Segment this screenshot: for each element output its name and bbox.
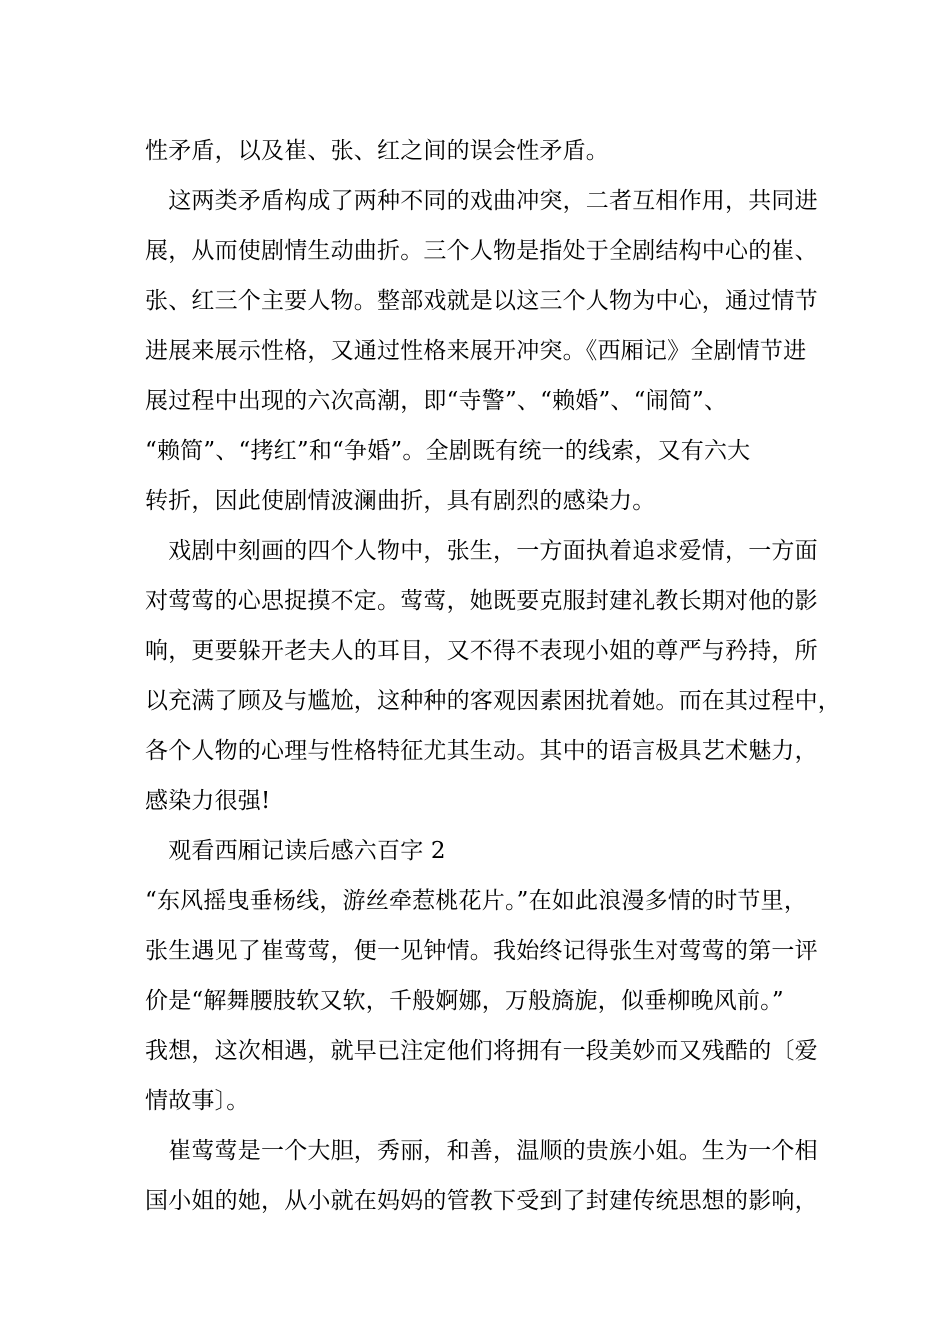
text-line: 转折，因此使剧情波澜曲折，具有剧烈的感染力。 [145,488,656,514]
text-line: 进展来展示性格，又通过性格来展开冲突。《西厢记》全剧情节进 [145,338,807,364]
text-line: 响，更要躲开老夫人的耳目，又不得不表现小姐的尊严与矜持，所 [145,638,818,664]
text-line: 情故事〕。 [145,1088,250,1114]
text-line: 张、红三个主要人物。整部戏就是以这三个人物为中心，通过情节 [145,288,818,314]
text-line: 国小姐的她，从小就在妈妈的管教下受到了封建传统思想的影响， [145,1188,818,1214]
text-line: “东风摇曳垂杨线，游丝牵惹桃花片。”在如此浪漫多情的时节里， [145,888,808,914]
text-line: 价是“解舞腰肢软又软，千般婀娜，万般旖旎，似垂柳晚风前。” [145,988,784,1014]
text-line: 我想，这次相遇，就早已注定他们将拥有一段美妙而又残酷的〔爱 [145,1038,818,1064]
text-line: 以充满了顾及与尴尬，这种种的客观因素困扰着她。而在其过程中， [145,688,841,714]
text-line: 各个人物的心理与性格特征尤其生动。其中的语言极具艺术魅力， [145,738,818,764]
text-line: 对莺莺的心思捉摸不定。莺莺，她既要克服封建礼教长期对他的影 [145,588,818,614]
text-line: 性矛盾，以及崔、张、红之间的误会性矛盾。 [145,138,609,164]
text-line: 展，从而使剧情生动曲折。三个人物是指处于全剧结构中心的崔、 [145,238,818,264]
text-line: 展过程中出现的六次高潮，即“寺警”、“赖婚”、“闹简”、 [145,388,728,414]
text-line: 张生遇见了崔莺莺，便一见钟情。我始终记得张生对莺莺的第一评 [145,938,818,964]
text-line: 这两类矛盾构成了两种不同的戏曲冲突，二者互相作用，共同进 [145,188,818,214]
text-line: 戏剧中刻画的四个人物中，张生，一方面执着追求爱情，一方面 [145,538,818,564]
section-heading: 观看西厢记读后感六百字 2 [145,838,446,864]
text-line: 崔莺莺是一个大胆，秀丽，和善，温顺的贵族小姐。生为一个相 [145,1138,818,1164]
text-line: “赖简”、“拷红”和“争婚”。全剧既有统一的线索，又有六大 [145,438,751,464]
text-line: 感染力很强! [145,788,271,814]
